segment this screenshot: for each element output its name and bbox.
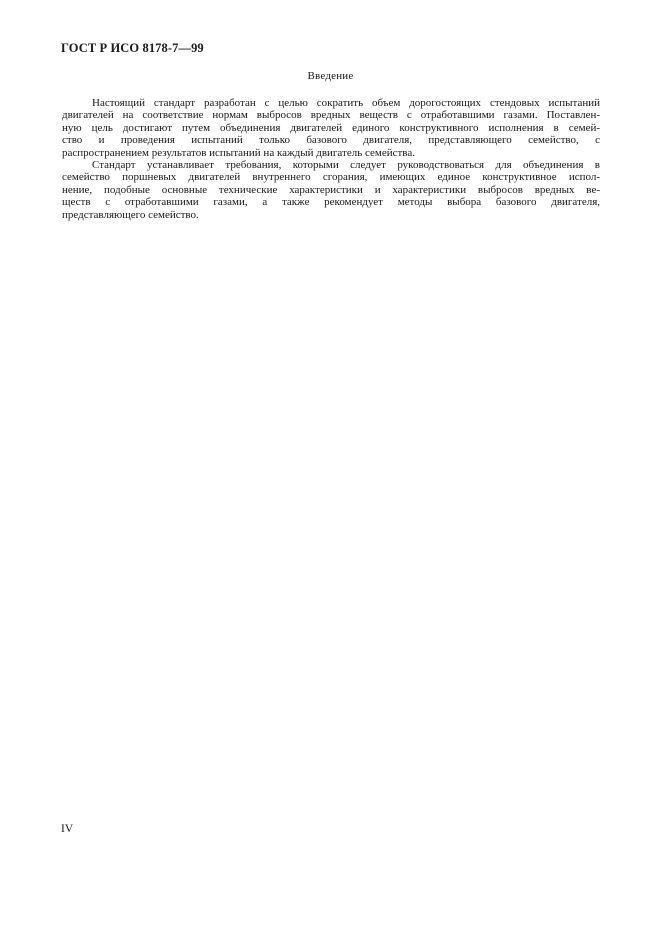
introduction-text: [62, 97, 600, 221]
paragraph-line: распространением результатов испытаний на каждый двигатель семейства.: [62, 146, 415, 159]
section-title: Введение: [307, 70, 354, 82]
paragraph-line: двигателей на соответствие нормам выбросов вредных веществ с отработавшими газами. Поставлен-: [62, 109, 600, 122]
paragraph-line: семейство поршневых двигателей внутреннего сгорания, имеющих единое конструктивное испол-: [62, 171, 600, 184]
paragraph-line: представляющего семейство.: [62, 208, 199, 221]
paragraph-line: ную цель достигают путем объединения двигателей единого конструктивного исполнения в семей-: [62, 121, 600, 134]
paragraph-line: нение, подобные основные технические характеристики и характеристики выбросов вредных ве-: [62, 183, 600, 196]
paragraph-line: ство и проведения испытаний только базового двигателя, представляющего семейство, с: [62, 134, 600, 147]
paragraph-line: Настоящий стандарт разработан с целью сократить объем дорогостоящих стендовых испытаний: [92, 97, 600, 109]
page-number: IV: [61, 823, 74, 835]
standard-designation: ГОСТ Р ИСО 8178-7—99: [61, 41, 204, 55]
paragraph-line: ществ с отработавшими газами, а также рекомендует методы выбора базового двигателя,: [62, 196, 600, 209]
paragraph-line: Стандарт устанавливает требования, которыми следует руководствоваться для объединения в: [92, 158, 600, 171]
